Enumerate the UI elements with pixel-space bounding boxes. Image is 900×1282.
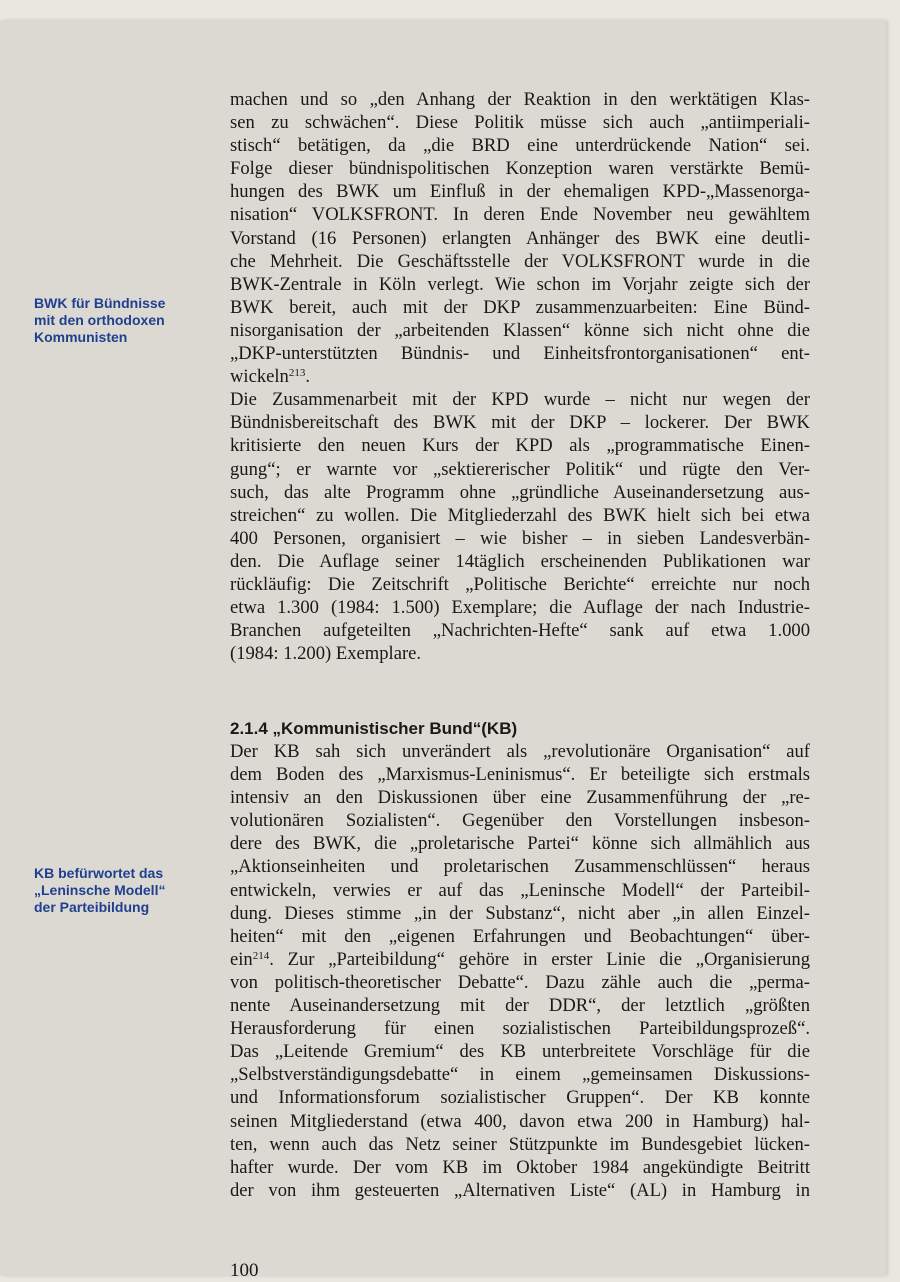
text-line: entwickeln, verwies er auf das „Leninsche Modell“ der Parteibil- [230, 879, 810, 901]
text-line: den. Die Auflage seiner 14täglich erscheinenden Publikationen war [230, 550, 810, 572]
text-line: dem Boden des „Marxismus-Leninismus“. Er beteiligte sich erstmals [230, 764, 810, 786]
text-line: der von ihm gesteuerten „Alternativen Liste“ (AL) in Hamburg in [230, 1179, 810, 1201]
text-line: Bündnisbereitschaft des BWK mit der DKP – lockerer. Der BWK [230, 412, 810, 434]
text-line: such, das alte Programm ohne „gründliche Auseinandersetzung aus- [230, 481, 810, 503]
text-line: gung“; er warnte vor „sektiererischer Politik“ und rügte den Ver- [230, 458, 810, 480]
margin-note-bwk [34, 295, 204, 346]
body-text [230, 88, 810, 665]
margin-note-line: BWK für Bündnisse [34, 295, 166, 311]
text-line: nisorganisation der „arbeitenden Klassen“ könne sich nicht ohne die [230, 319, 810, 341]
text-line: Herausforderung für einen sozialistischen Parteibildungsprozeß“. [230, 1018, 810, 1040]
margin-note-kb [34, 865, 204, 916]
text-line: Branchen aufgeteilten „Nachrichten-Hefte“ sank auf etwa 1.000 [230, 620, 810, 642]
text-line: „Aktionseinheiten und proletarischen Zusammenschlüssen“ heraus [230, 856, 810, 878]
text-line: heiten“ mit den „eigenen Erfahrungen und Beobachtungen“ über- [230, 925, 810, 947]
text-line: Die Zusammenarbeit mit der KPD wurde – nicht nur wegen der [230, 389, 810, 411]
text-line: nente Auseinandersetzung mit der DDR“, der letztlich „größten [230, 995, 810, 1017]
text-line: machen und so „den Anhang der Reaktion in den werktätigen Klas- [230, 89, 810, 110]
margin-note-line: „Leninsche Modell“ [34, 882, 166, 898]
text-line: etwa 1.300 (1984: 1.500) Exemplare; die Auflage der nach Industrie- [230, 597, 810, 619]
footnote-ref: 213 [288, 367, 306, 380]
text-line: ten, wenn auch das Netz seiner Stützpunkte im Bundesgebiet lücken- [230, 1133, 810, 1155]
text-line: BWK bereit, auch mit der DKP zusammenzuarbeiten: Eine Bünd- [230, 296, 810, 318]
section-heading: 2.1.4 „Kommunistischer Bund“(KB) [230, 719, 518, 738]
footnote-ref: 214 [252, 949, 270, 962]
margin-note-line: der Parteibildung [34, 899, 150, 915]
text-line: (1984: 1.200) Exemplare. [230, 643, 422, 665]
margin-note-line: Kommunisten [34, 329, 128, 345]
text-line: nisation“ VOLKSFRONT. In deren Ende November neu gewähltem [230, 204, 810, 226]
text-line: rückläufig: Die Zeitschrift „Politische Berichte“ erreichte nur noch [230, 573, 810, 595]
margin-note-line: mit den orthodoxen [34, 312, 165, 328]
text-line: dung. Dieses stimme „in der Substanz“, nicht aber „in allen Einzel- [230, 902, 810, 924]
text-line: kritisierte den neuen Kurs der KPD als „programmatische Einen- [230, 435, 810, 457]
text-line: und Informationsforum sozialistischer Gruppen“. Der KB konnte [230, 1087, 810, 1109]
text-line: Der KB sah sich unverändert als „revolutionäre Organisation“ auf [230, 741, 810, 762]
text-line: 400 Personen, organisiert – wie bisher – in sieben Landesverbän- [230, 527, 810, 549]
section-kb [230, 717, 810, 1202]
text-line: wickeln$^{213}$. [230, 366, 311, 388]
text-line: „Selbstverständigungsdebatte“ in einem „gemeinsamen Diskussions- [230, 1064, 810, 1086]
text-line: Das „Leitende Gremium“ des KB unterbreitete Vorschläge für die [230, 1041, 810, 1063]
text-line: sen zu schwächen“. Diese Politik müsse sich auch „antiimperiali- [230, 112, 810, 134]
text-line: Folge dieser bündnispolitischen Konzeption waren verstärkte Bemü- [230, 158, 810, 180]
text-line: intensiv an den Diskussionen über eine Zusammenführung der „re- [230, 787, 810, 809]
text-line: „DKP-unterstützten Bündnis- und Einheitsfrontorganisationen“ ent- [230, 343, 810, 365]
margin-note-line: KB befürwortet das [34, 865, 164, 881]
text-line: dere des BWK, die „proletarische Partei“ könne sich allmählich aus [230, 833, 810, 855]
document-page [0, 20, 886, 1281]
text-line: hafter wurde. Der vom KB im Oktober 1984 angekündigte Beitritt [230, 1156, 810, 1178]
text-line: von politisch-theoretischer Debatte“. Dazu zähle auch die „perma- [230, 971, 810, 993]
text-line: BWK-Zentrale in Köln verlegt. Wie schon im Vorjahr zeigte sich der [230, 273, 810, 295]
paragraph-kb [230, 740, 810, 1202]
text-line: hungen des BWK um Einfluß in der ehemaligen KPD-„Massenorga- [230, 181, 810, 203]
text-line: Vorstand (16 Personen) erlangten Anhänger des BWK eine deutli- [230, 227, 810, 249]
text-line: che Mehrheit. Die Geschäftsstelle der VOLKSFRONT wurde in die [230, 250, 810, 272]
text-line: volutionären Sozialisten“. Gegenüber den Vorstellungen insbeson- [230, 810, 810, 832]
text-line: ein$^{214}$. Zur „Parteibildung“ gehöre in erster Linie die „Organisierung [230, 948, 810, 970]
text-line: streichen“ zu wollen. Die Mitgliederzahl des BWK hielt sich bei etwa [230, 504, 810, 526]
paragraph-bwk-alliances [230, 88, 810, 388]
text-line: seinen Mitgliederstand (etwa 400, davon etwa 200 in Hamburg) hal- [230, 1110, 810, 1132]
text-line: stisch“ betätigen, da „die BRD eine unterdrückende Nation“ sei. [230, 135, 810, 157]
page-number: 100 [230, 1260, 259, 1281]
paragraph-kpd-relations [230, 388, 810, 665]
